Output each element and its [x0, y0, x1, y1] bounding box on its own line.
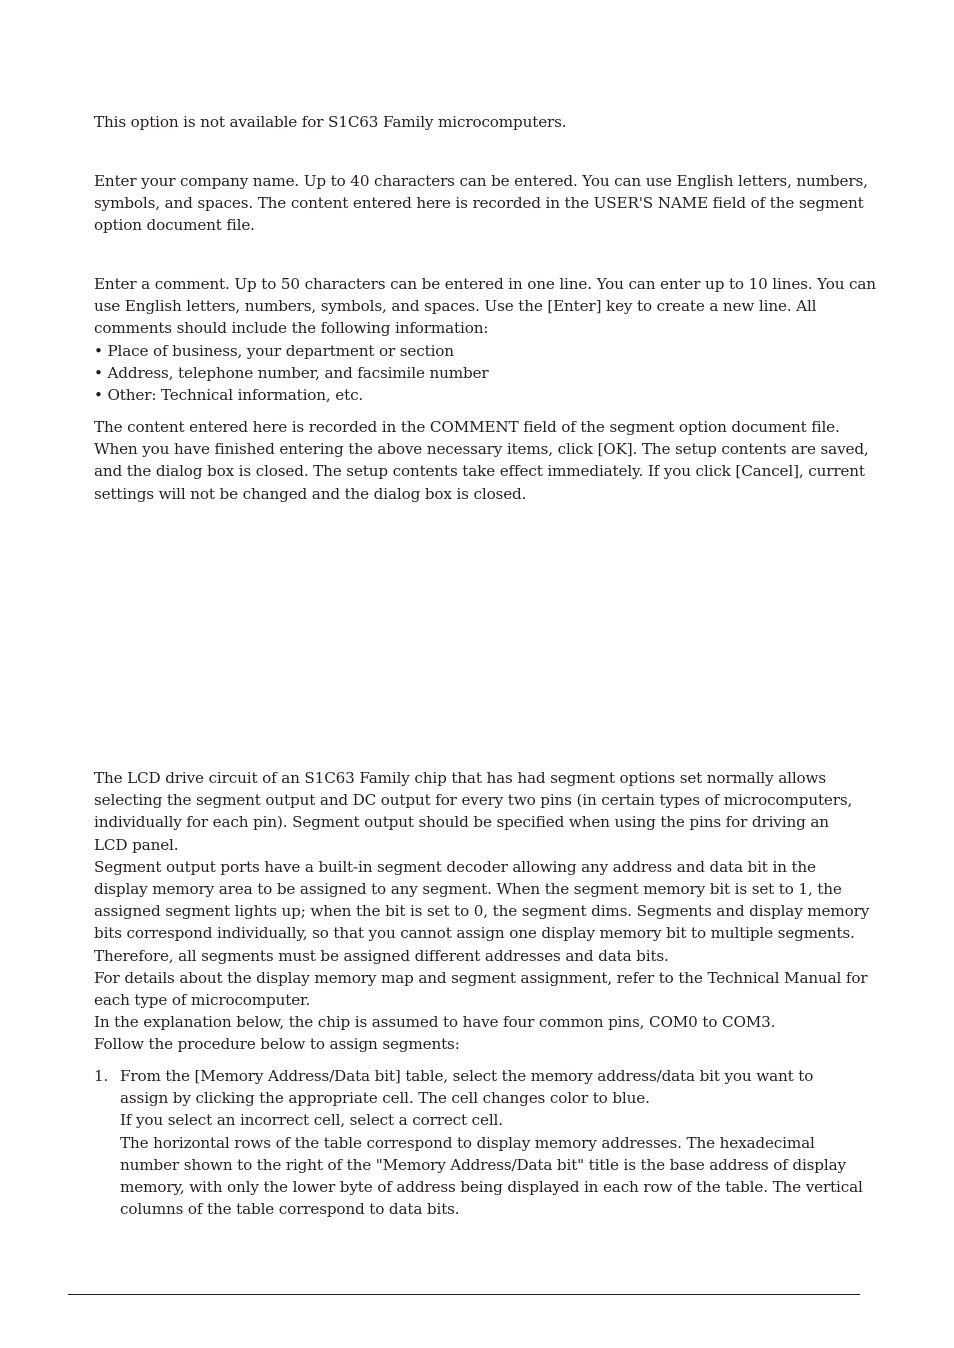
text-line: settings will not be changed and the dialog box is closed.: [94, 484, 527, 503]
lcd-intro-paragraph: [94, 767, 870, 1056]
text-line: Therefore, all segments must be assigned different addresses and data bits.: [94, 946, 669, 965]
text-line: symbols, and spaces. The content entered here is recorded in the USER'S NAME field of the segment: [94, 194, 864, 213]
text-line: bits correspond individually, so that you cannot assign one display memory bit to multiple segments.: [94, 924, 855, 943]
comment-paragraph: [94, 273, 876, 406]
text-line: comments should include the following information:: [94, 319, 489, 338]
option-note-paragraph: [94, 111, 862, 133]
bullet-item: • Other: Technical information, etc.: [94, 386, 364, 405]
comment-result-paragraph: [94, 416, 869, 505]
text-line: For details about the display memory map and segment assignment, refer to the Technical Manual for: [94, 968, 868, 987]
text-line: The content entered here is recorded in the COMMENT field of the segment option document file.: [94, 418, 840, 436]
bullet-item: • Address, telephone number, and facsimile number: [94, 363, 489, 382]
bullet-item: • Place of business, your department or section: [94, 341, 454, 360]
text-line: Enter your company name. Up to 40 characters can be entered. You can use English letters, numbers,: [94, 172, 868, 190]
text-line: each type of microcomputer.: [94, 991, 311, 1010]
text-line: If you select an incorrect cell, select a correct cell.: [120, 1111, 503, 1130]
company-name-paragraph: [94, 170, 868, 237]
text-line: From the [Memory Address/Data bit] table, select the memory address/data bit you want to: [120, 1067, 814, 1085]
text-line: individually for each pin). Segment output should be specified when using the pins for driving an: [94, 813, 829, 832]
text-line: Segment output ports have a built-in segment decoder allowing any address and data bit in the: [94, 857, 816, 876]
text-line: use English letters, numbers, symbols, and spaces. Use the [Enter] key to create a new line. All: [94, 297, 817, 316]
step-1-body: [120, 1065, 862, 1220]
text-line: assign by clicking the appropriate cell. The cell changes color to blue.: [120, 1089, 650, 1108]
text-line: Enter a comment. Up to 50 characters can be entered in one line. You can enter up to 10 lines. You can: [94, 275, 876, 293]
text-line: selecting the segment output and DC output for every two pins (in certain types of microcomputers,: [94, 791, 853, 810]
text-line: Follow the procedure below to assign segments:: [94, 1035, 460, 1054]
step-number: 1.: [94, 1067, 109, 1085]
text-line: The horizontal rows of the table correspond to display memory addresses. The hexadecimal: [120, 1133, 815, 1152]
text-line: assigned segment lights up; when the bit is set to 0, the segment dims. Segments and display memory: [94, 902, 870, 921]
text-line: This option is not available for S1C63 Family microcomputers.: [94, 113, 567, 131]
text-line: number shown to the right of the "Memory Address/Data bit" title is the base address of display: [120, 1155, 846, 1174]
text-line: and the dialog box is closed. The setup contents take effect immediately. If you click [Cancel], current: [94, 462, 865, 481]
text-line: In the explanation below, the chip is assumed to have four common pins, COM0 to COM3.: [94, 1013, 776, 1032]
text-line: When you have finished entering the above necessary items, click [OK]. The setup contents are saved,: [94, 440, 869, 459]
text-line: option document file.: [94, 216, 255, 235]
text-line: The LCD drive circuit of an S1C63 Family chip that has had segment options set normally allows: [94, 769, 827, 787]
text-line: LCD panel.: [94, 835, 179, 854]
text-line: display memory area to be assigned to any segment. When the segment memory bit is set to 1, the: [94, 880, 842, 899]
footer-divider: [68, 1294, 860, 1295]
text-line: columns of the table correspond to data bits.: [120, 1200, 460, 1219]
text-line: memory, with only the lower byte of address being displayed in each row of the table. The vertical: [120, 1178, 863, 1197]
